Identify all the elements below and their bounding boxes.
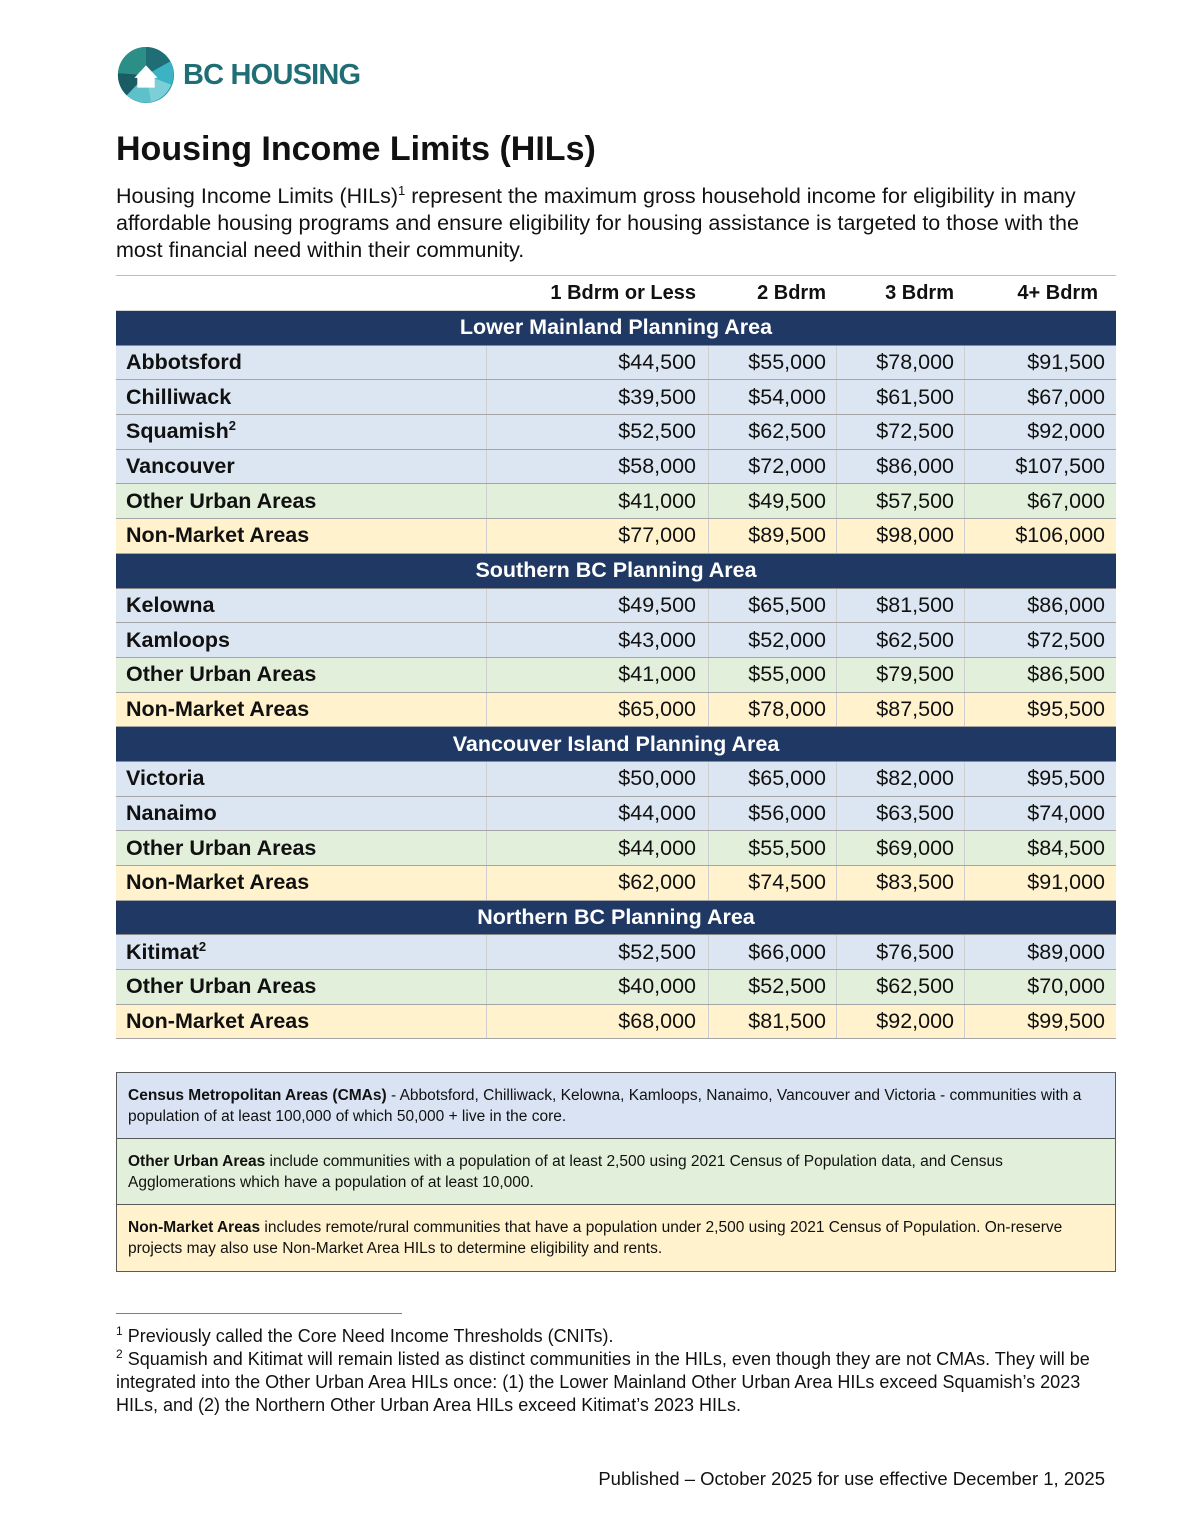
column-divider [486, 450, 487, 484]
table-row [116, 450, 1116, 485]
income-limit-cell: $72,000 [748, 454, 826, 479]
footnote-number: 1 [116, 1324, 123, 1338]
column-divider [836, 970, 837, 1004]
area-name-cell [116, 697, 486, 722]
income-limit-cell: $52,500 [748, 974, 826, 999]
column-divider [486, 935, 487, 969]
column-divider [836, 658, 837, 692]
table-row [116, 519, 1116, 554]
legend-description: - Abbotsford, Chilliwack, Kelowna, Kamloops, Nanaimo, Vancouver and Victoria - communities with a population of at least 100,000 of which 50,000 + live in the core. [128, 1087, 1082, 1125]
area-name: Other Urban Areas [126, 974, 317, 999]
table-row [116, 693, 1116, 728]
column-divider [964, 693, 965, 727]
legend-cma [117, 1073, 1115, 1139]
income-limit-cell: $72,500 [876, 419, 954, 444]
column-divider [964, 519, 965, 553]
area-name: Nanaimo [126, 800, 217, 825]
column-divider [836, 935, 837, 969]
area-name-cell [116, 940, 486, 965]
table-row [116, 935, 1116, 970]
column-divider [486, 589, 487, 623]
income-limit-cell: $86,000 [1027, 592, 1105, 617]
column-divider [836, 450, 837, 484]
income-limit-cell: $86,500 [1027, 662, 1105, 687]
area-name-cell [116, 593, 486, 618]
income-limit-cell: $74,500 [748, 870, 826, 895]
column-divider [486, 380, 487, 414]
intro-lead: Housing Income Limits (HILs) [116, 184, 398, 208]
income-limit-cell: $52,500 [618, 419, 696, 444]
column-divider [486, 623, 487, 657]
column-divider [708, 519, 709, 553]
income-limit-cell: $49,500 [748, 488, 826, 513]
income-limit-cell: $52,500 [618, 939, 696, 964]
area-name: Kamloops [126, 627, 230, 652]
footnote-text: Previously called the Core Need Income Thresholds (CNITs). [122, 1326, 614, 1346]
income-limit-cell: $44,000 [618, 800, 696, 825]
income-limit-cell: $95,500 [1027, 766, 1105, 791]
table-row [116, 866, 1116, 901]
area-name-cell [116, 350, 486, 375]
table-row [116, 970, 1116, 1005]
planning-area-header: Southern BC Planning Area [116, 554, 1116, 589]
column-divider [836, 346, 837, 380]
legend-description: includes remote/rural communities that have a population under 2,500 using 2021 Census of Population. On-reserve projects may also use Non-Market Area HILs to determine eligibility and rents. [128, 1219, 1063, 1257]
table-row [116, 484, 1116, 519]
column-divider [708, 762, 709, 796]
area-name: Vancouver [126, 454, 235, 479]
footnote-number: 2 [116, 1347, 123, 1361]
income-limit-cell: $55,000 [748, 350, 826, 375]
income-limit-cell: $74,000 [1027, 800, 1105, 825]
income-limit-cell: $57,500 [876, 488, 954, 513]
area-name: Kitimat [126, 939, 199, 964]
column-divider [708, 1005, 709, 1039]
intro-footnote-ref: 1 [397, 182, 406, 198]
column-divider [486, 658, 487, 692]
income-limit-cell: $107,500 [1015, 454, 1105, 479]
column-divider [836, 589, 837, 623]
table-header-row [116, 276, 1116, 311]
area-name-cell [116, 1009, 486, 1034]
column-divider [964, 450, 965, 484]
intro-paragraph [116, 183, 1106, 264]
column-divider [486, 866, 487, 900]
column-divider [964, 623, 965, 657]
area-name: Non-Market Areas [126, 1009, 310, 1034]
area-name-cell [116, 454, 486, 479]
brand-name: BC HOUSING [183, 58, 361, 91]
column-divider [836, 623, 837, 657]
column-divider [486, 519, 487, 553]
column-divider [708, 935, 709, 969]
intro-body: represent the maximum gross household income for eligibility in many affordable housing programs and ensure eligibility for housing assistance is targeted to those with the most financial need within their community. [116, 184, 1079, 262]
area-name: Victoria [126, 766, 205, 791]
column-divider [708, 797, 709, 831]
bc-housing-logo [117, 45, 360, 105]
income-limit-cell: $44,000 [618, 835, 696, 860]
income-limit-cell: $89,000 [1027, 939, 1105, 964]
income-limit-cell: $99,500 [1027, 1009, 1105, 1034]
publication-note: Published – October 2025 for use effective December 1, 2025 [598, 1468, 1105, 1489]
income-limit-cell: $89,500 [748, 523, 826, 548]
footnote-ref: 2 [198, 938, 207, 954]
income-limit-cell: $62,500 [876, 974, 954, 999]
column-header: 3 Bdrm [885, 281, 954, 304]
column-divider [964, 589, 965, 623]
income-limit-cell: $40,000 [618, 974, 696, 999]
income-limit-cell: $62,500 [748, 419, 826, 444]
income-limit-cell: $65,500 [748, 592, 826, 617]
footnote-ref: 2 [228, 418, 236, 434]
planning-area-header: Lower Mainland Planning Area [116, 311, 1116, 346]
column-divider [964, 415, 965, 449]
income-limit-cell: $41,000 [618, 662, 696, 687]
page-title: Housing Income Limits (HILs) [116, 130, 596, 168]
income-limit-cell: $91,000 [1027, 870, 1105, 895]
income-limit-cell: $50,000 [618, 766, 696, 791]
column-divider [964, 484, 965, 518]
income-limit-cell: $43,000 [618, 627, 696, 652]
income-limit-cell: $39,500 [618, 384, 696, 409]
income-limit-cell: $87,500 [876, 696, 954, 721]
column-divider [486, 970, 487, 1004]
table-row [116, 658, 1116, 693]
legend-term: Non-Market Areas [128, 1219, 261, 1236]
column-divider [836, 693, 837, 727]
area-name: Kelowna [126, 592, 215, 617]
income-limit-cell: $67,000 [1027, 488, 1105, 513]
income-limit-cell: $65,000 [748, 766, 826, 791]
area-name: Abbotsford [126, 350, 242, 375]
table-row [116, 380, 1116, 415]
income-limit-cell: $54,000 [748, 384, 826, 409]
column-divider [964, 831, 965, 865]
column-divider [486, 1005, 487, 1039]
column-divider [486, 797, 487, 831]
planning-area-header: Northern BC Planning Area [116, 901, 1116, 936]
income-limit-cell: $92,000 [1027, 419, 1105, 444]
column-divider [486, 762, 487, 796]
column-divider [836, 380, 837, 414]
income-limit-cell: $92,000 [876, 1009, 954, 1034]
area-name-cell [116, 836, 486, 861]
area-name-cell [116, 766, 486, 791]
table-row [116, 831, 1116, 866]
area-name-cell [116, 974, 486, 999]
column-divider [836, 831, 837, 865]
income-limit-cell: $62,500 [876, 627, 954, 652]
column-divider [964, 380, 965, 414]
column-header: 4+ Bdrm [1017, 281, 1098, 304]
column-divider [486, 346, 487, 380]
column-divider [708, 866, 709, 900]
income-limit-cell: $55,000 [748, 662, 826, 687]
column-divider [708, 658, 709, 692]
column-divider [964, 346, 965, 380]
column-divider [836, 762, 837, 796]
income-limit-cell: $81,500 [748, 1009, 826, 1034]
income-limit-cell: $106,000 [1015, 523, 1105, 548]
legend-urban [117, 1139, 1115, 1205]
income-limit-cell: $69,000 [876, 835, 954, 860]
income-limit-cell: $98,000 [876, 523, 954, 548]
planning-area-header: Vancouver Island Planning Area [116, 727, 1116, 762]
income-limit-cell: $70,000 [1027, 974, 1105, 999]
table-row [116, 346, 1116, 381]
column-divider [708, 346, 709, 380]
area-name: Chilliwack [126, 384, 232, 409]
area-name: Non-Market Areas [126, 523, 310, 548]
area-name-cell [116, 419, 486, 444]
area-name-cell [116, 662, 486, 687]
hil-table [116, 275, 1116, 1039]
column-divider [964, 658, 965, 692]
income-limit-cell: $78,000 [876, 350, 954, 375]
income-limit-cell: $55,500 [748, 835, 826, 860]
column-divider [708, 380, 709, 414]
column-divider [836, 484, 837, 518]
column-divider [708, 484, 709, 518]
income-limit-cell: $41,000 [618, 488, 696, 513]
area-definitions-legend [116, 1072, 1116, 1272]
area-name-cell [116, 801, 486, 826]
column-divider [964, 866, 965, 900]
column-divider [964, 935, 965, 969]
area-name: Non-Market Areas [126, 870, 310, 895]
area-name: Other Urban Areas [126, 488, 317, 513]
income-limit-cell: $79,500 [876, 662, 954, 687]
legend-description: include communities with a population of at least 2,500 using 2021 Census of Population data, and Census Agglomerations which have a population of at least 10,000. [128, 1153, 1003, 1191]
column-divider [964, 970, 965, 1004]
column-divider [708, 450, 709, 484]
income-limit-cell: $76,500 [876, 939, 954, 964]
table-row [116, 623, 1116, 658]
income-limit-cell: $72,500 [1027, 627, 1105, 652]
table-row [116, 1005, 1116, 1040]
legend-term: Census Metropolitan Areas (CMAs) [128, 1087, 387, 1104]
legend-nonmarket [117, 1205, 1115, 1271]
income-limit-cell: $77,000 [618, 523, 696, 548]
income-limit-cell: $95,500 [1027, 696, 1105, 721]
footnote [116, 1348, 1106, 1417]
column-header: 1 Bdrm or Less [550, 281, 696, 304]
income-limit-cell: $78,000 [748, 696, 826, 721]
income-limit-cell: $68,000 [618, 1009, 696, 1034]
house-emblem-icon [117, 46, 175, 104]
area-name-cell [116, 489, 486, 514]
area-name-cell [116, 385, 486, 410]
table-row [116, 589, 1116, 624]
column-divider [486, 693, 487, 727]
column-divider [964, 1005, 965, 1039]
income-limit-cell: $82,000 [876, 766, 954, 791]
column-divider [836, 1005, 837, 1039]
income-limit-cell: $52,000 [748, 627, 826, 652]
table-row [116, 762, 1116, 797]
footnotes [116, 1325, 1106, 1417]
income-limit-cell: $58,000 [618, 454, 696, 479]
column-divider [836, 519, 837, 553]
area-name-cell [116, 870, 486, 895]
area-name: Squamish [126, 419, 229, 444]
column-divider [836, 415, 837, 449]
income-limit-cell: $63,500 [876, 800, 954, 825]
column-divider [708, 831, 709, 865]
column-divider [836, 866, 837, 900]
area-name-cell [116, 628, 486, 653]
area-name: Non-Market Areas [126, 696, 310, 721]
column-divider [486, 831, 487, 865]
column-header: 2 Bdrm [757, 281, 826, 304]
income-limit-cell: $44,500 [618, 350, 696, 375]
footnote [116, 1325, 1106, 1348]
income-limit-cell: $49,500 [618, 592, 696, 617]
income-limit-cell: $62,000 [618, 870, 696, 895]
column-divider [708, 693, 709, 727]
footnote-divider [116, 1313, 402, 1314]
column-divider [486, 415, 487, 449]
column-divider [964, 797, 965, 831]
income-limit-cell: $66,000 [748, 939, 826, 964]
income-limit-cell: $86,000 [876, 454, 954, 479]
area-name: Other Urban Areas [126, 662, 317, 687]
income-limit-cell: $61,500 [876, 384, 954, 409]
column-divider [836, 797, 837, 831]
column-divider [708, 970, 709, 1004]
area-name: Other Urban Areas [126, 835, 317, 860]
income-limit-cell: $65,000 [618, 696, 696, 721]
column-divider [964, 762, 965, 796]
column-divider [486, 484, 487, 518]
column-divider [708, 589, 709, 623]
income-limit-cell: $56,000 [748, 800, 826, 825]
column-divider [708, 415, 709, 449]
column-divider [708, 623, 709, 657]
area-name-cell [116, 523, 486, 548]
income-limit-cell: $83,500 [876, 870, 954, 895]
legend-term: Other Urban Areas [128, 1153, 266, 1170]
income-limit-cell: $91,500 [1027, 350, 1105, 375]
income-limit-cell: $84,500 [1027, 835, 1105, 860]
table-row [116, 415, 1116, 450]
income-limit-cell: $81,500 [876, 592, 954, 617]
table-row [116, 797, 1116, 832]
income-limit-cell: $67,000 [1027, 384, 1105, 409]
footnote-text: Squamish and Kitimat will remain listed as distinct communities in the HILs, even though they are not CMAs. They will be integrated into the Other Urban Area HILs once: (1) the Lower Mainland Other Urban Area HILs exceed Squamish’s 2023 HILs, and (2) the Northern Other Urban Area HILs exceed Kitimat’s 2023 HILs. [116, 1349, 1090, 1415]
